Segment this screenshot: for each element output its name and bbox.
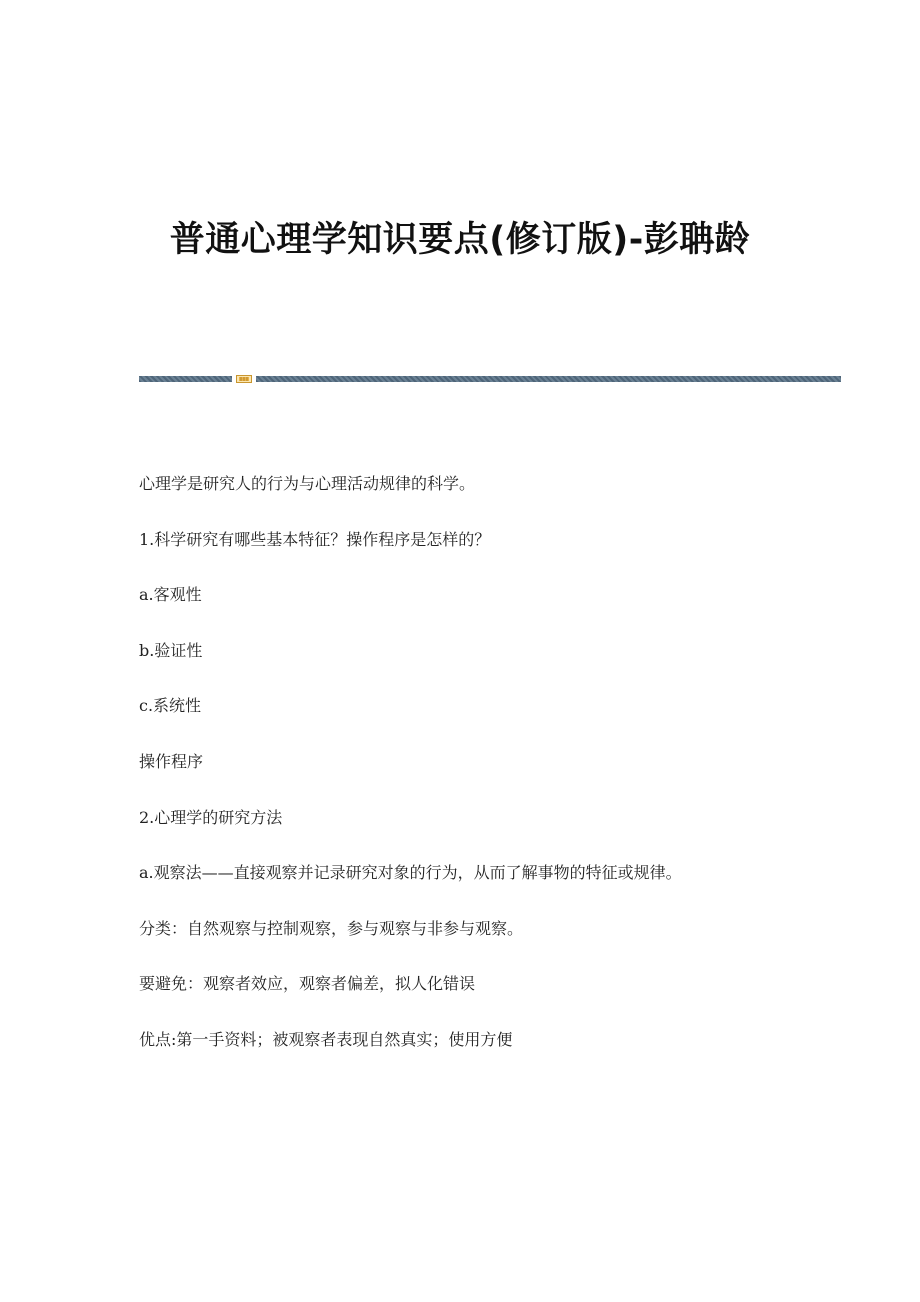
divider-bar-left xyxy=(139,376,232,382)
paragraph-item-c: c.系统性 xyxy=(139,696,202,716)
paragraph-item-b: b.验证性 xyxy=(139,640,203,660)
paragraph-section-2: 2.心理学的研究方法 xyxy=(139,807,283,827)
paragraph-definition: 心理学是研究人的行为与心理活动规律的科学。 xyxy=(139,474,476,493)
paragraph-procedure: 操作程序 xyxy=(139,751,204,771)
paragraph-observation-method: a.观察法——直接观察并记录研究对象的行为，从而了解事物的特征或规律。 xyxy=(139,863,682,883)
paragraph-avoid: 要避免：观察者效应，观察者偏差，拟人化错误 xyxy=(139,974,476,994)
divider-bar-right xyxy=(256,376,841,382)
paragraph-classification: 分类：自然观察与控制观察，参与观察与非参与观察。 xyxy=(139,918,524,938)
title-divider xyxy=(139,375,841,383)
paragraph-item-a: a.客观性 xyxy=(139,585,202,605)
paragraph-advantages: 优点:第一手资料；被观察者表现自然真实；使用方便 xyxy=(139,1029,513,1049)
paragraph-question-1: 1.科学研究有哪些基本特征？操作程序是怎样的？ xyxy=(139,529,491,549)
divider-ornament-icon xyxy=(236,375,252,383)
document-title: 普通心理学知识要点(修订版)-彭聃龄 xyxy=(169,220,751,260)
document-body xyxy=(139,470,859,1082)
